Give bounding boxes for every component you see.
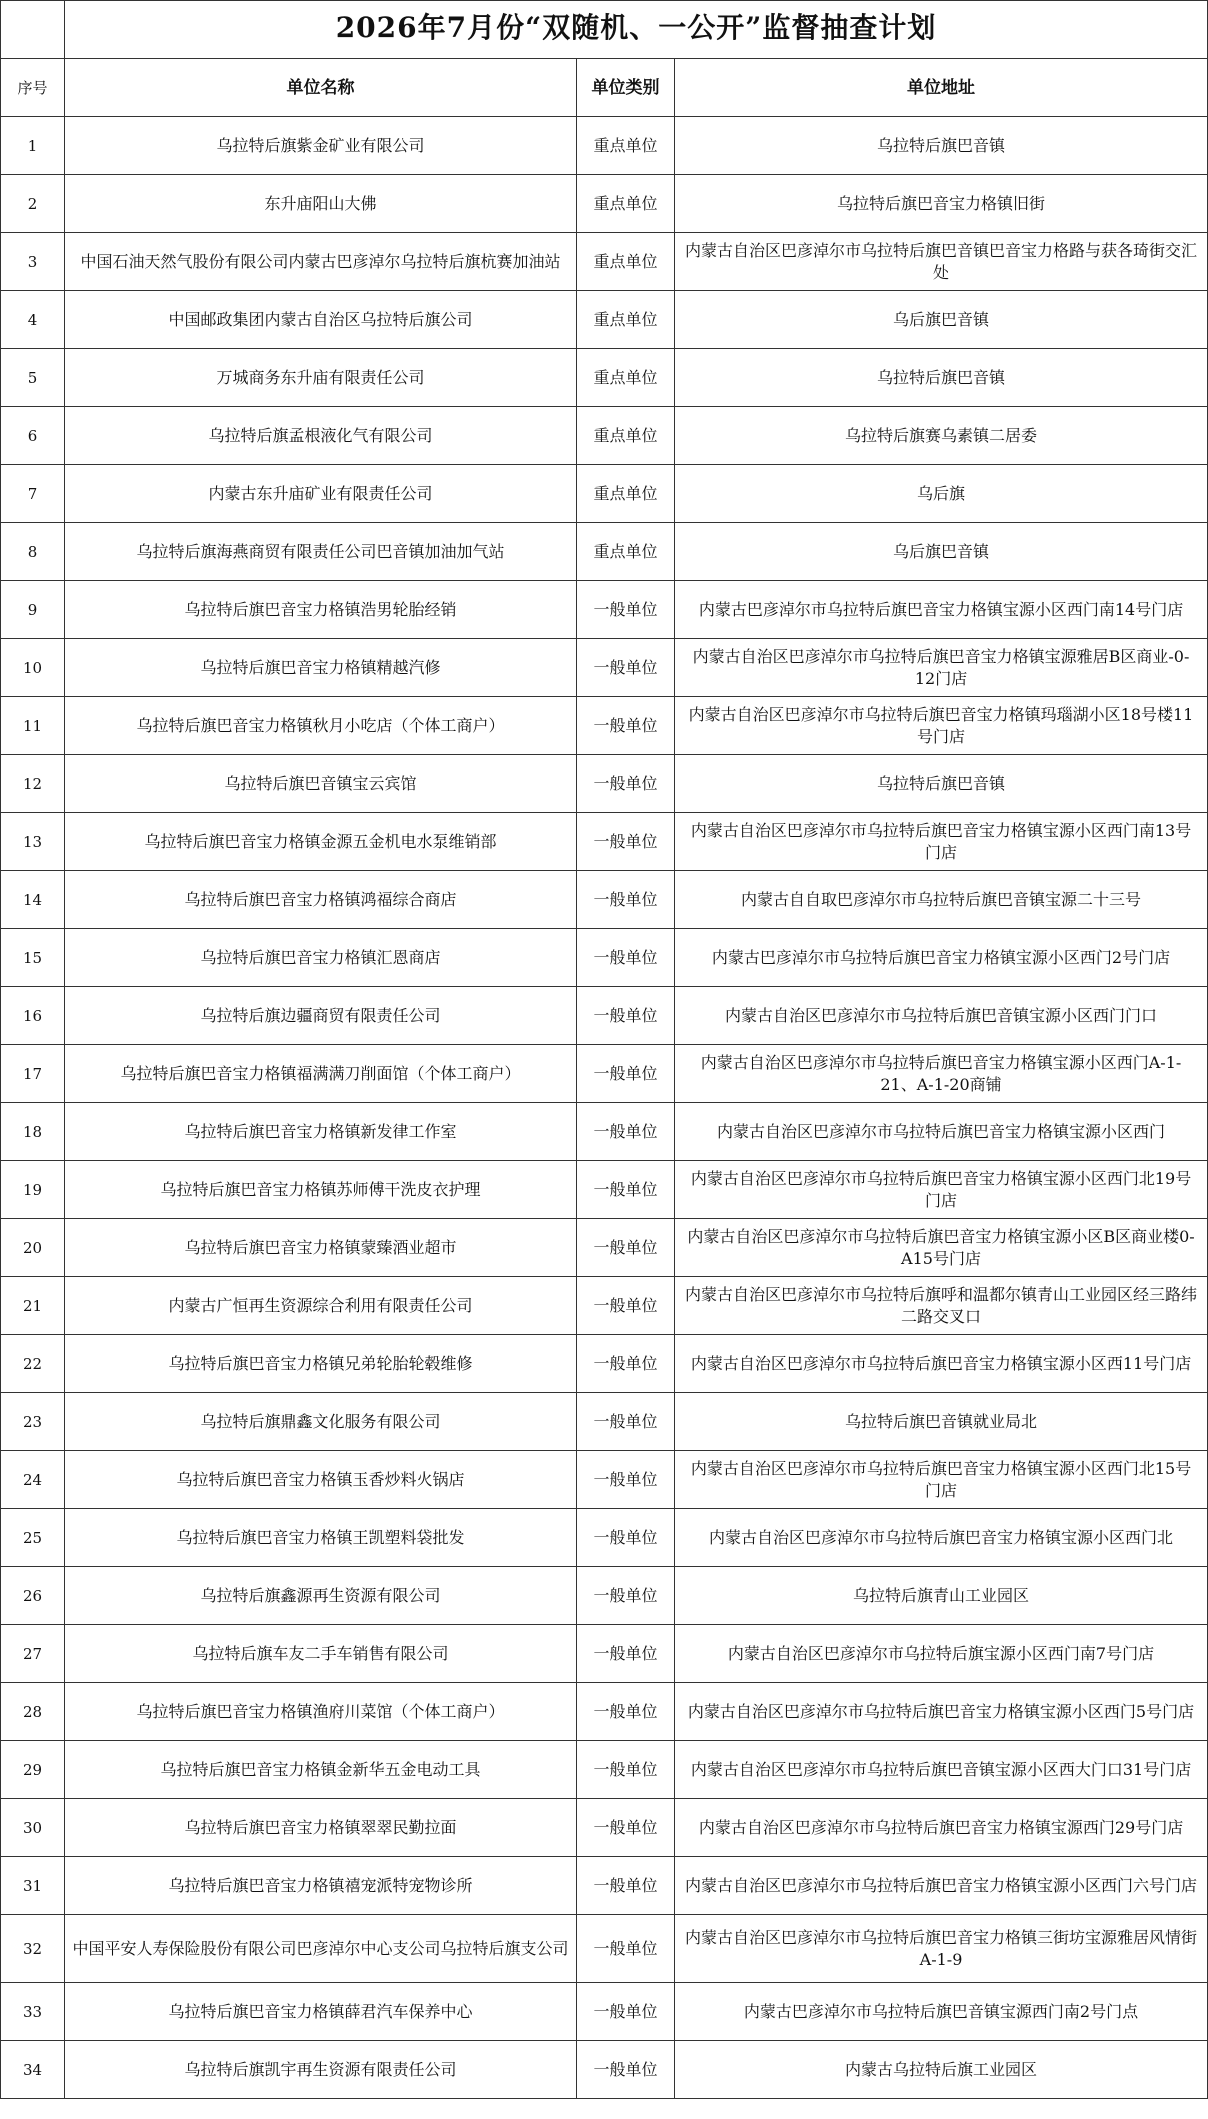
row-address-cell: 内蒙古自治区巴彦淖尔市乌拉特后旗巴音镇宝源小区西门门口 [675, 987, 1208, 1045]
row-address-cell: 乌拉特后旗巴音宝力格镇旧街 [675, 175, 1208, 233]
row-address-cell: 内蒙古自治区巴彦淖尔市乌拉特后旗巴音宝力格镇宝源小区B区商业楼0-A15号门店 [675, 1219, 1208, 1277]
row-address-cell: 内蒙古自治区巴彦淖尔市乌拉特后旗巴音宝力格镇宝源小区西门北 [675, 1509, 1208, 1567]
row-name-cell: 乌拉特后旗巴音宝力格镇禧宠派特宠物诊所 [65, 1857, 577, 1915]
row-no-cell: 15 [1, 929, 65, 987]
row-category-cell: 重点单位 [577, 291, 675, 349]
row-no-cell: 24 [1, 1451, 65, 1509]
table-row [1, 465, 1208, 523]
row-category-cell: 重点单位 [577, 523, 675, 581]
row-name-cell: 乌拉特后旗巴音宝力格镇新发律工作室 [65, 1103, 577, 1161]
row-category-cell: 一般单位 [577, 987, 675, 1045]
row-category-cell: 一般单位 [577, 755, 675, 813]
table-row [1, 1161, 1208, 1219]
row-name-cell: 乌拉特后旗巴音宝力格镇精越汽修 [65, 639, 577, 697]
row-category-cell: 一般单位 [577, 1335, 675, 1393]
row-category-cell: 一般单位 [577, 1857, 675, 1915]
row-address-cell: 内蒙古自治区巴彦淖尔市乌拉特后旗巴音宝力格镇宝源小区西11号门店 [675, 1335, 1208, 1393]
row-address-cell: 乌后旗 [675, 465, 1208, 523]
row-category-cell: 一般单位 [577, 639, 675, 697]
row-category-cell: 一般单位 [577, 1741, 675, 1799]
row-name-cell: 中国邮政集团内蒙古自治区乌拉特后旗公司 [65, 291, 577, 349]
table-row [1, 755, 1208, 813]
row-address-cell: 内蒙古自治区巴彦淖尔市乌拉特后旗巴音宝力格镇玛瑙湖小区18号楼11号门店 [675, 697, 1208, 755]
row-category-cell: 一般单位 [577, 1509, 675, 1567]
row-no-cell: 34 [1, 2041, 65, 2099]
row-address-cell: 乌拉特后旗赛乌素镇二居委 [675, 407, 1208, 465]
row-name-cell: 乌拉特后旗凯宇再生资源有限责任公司 [65, 2041, 577, 2099]
row-no-cell: 23 [1, 1393, 65, 1451]
row-address-cell: 内蒙古自治区巴彦淖尔市乌拉特后旗巴音宝力格镇宝源西门29号门店 [675, 1799, 1208, 1857]
row-address-cell: 内蒙古自治区巴彦淖尔市乌拉特后旗巴音镇宝源小区西大门口31号门店 [675, 1741, 1208, 1799]
table-row [1, 1219, 1208, 1277]
row-no-cell: 9 [1, 581, 65, 639]
title-corner-cell [1, 1, 65, 59]
row-category-cell: 一般单位 [577, 1915, 675, 1983]
table-row [1, 523, 1208, 581]
table-row [1, 1625, 1208, 1683]
table-row [1, 1335, 1208, 1393]
table-row [1, 1509, 1208, 1567]
row-name-cell: 乌拉特后旗车友二手车销售有限公司 [65, 1625, 577, 1683]
row-address-cell: 乌拉特后旗巴音镇 [675, 117, 1208, 175]
table-row [1, 291, 1208, 349]
table-row [1, 117, 1208, 175]
row-no-cell: 10 [1, 639, 65, 697]
row-address-cell: 乌拉特后旗青山工业园区 [675, 1567, 1208, 1625]
table-row [1, 581, 1208, 639]
table-row [1, 1857, 1208, 1915]
row-name-cell: 乌拉特后旗孟根液化气有限公司 [65, 407, 577, 465]
row-no-cell: 32 [1, 1915, 65, 1983]
row-no-cell: 20 [1, 1219, 65, 1277]
row-name-cell: 乌拉特后旗巴音宝力格镇蒙臻酒业超市 [65, 1219, 577, 1277]
row-address-cell: 乌拉特后旗巴音镇就业局北 [675, 1393, 1208, 1451]
row-name-cell: 乌拉特后旗巴音宝力格镇浩男轮胎经销 [65, 581, 577, 639]
row-address-cell: 内蒙古自治区巴彦淖尔市乌拉特后旗巴音宝力格镇宝源小区西门 [675, 1103, 1208, 1161]
row-no-cell: 27 [1, 1625, 65, 1683]
row-category-cell: 重点单位 [577, 349, 675, 407]
row-name-cell: 内蒙古东升庙矿业有限责任公司 [65, 465, 577, 523]
row-category-cell: 一般单位 [577, 871, 675, 929]
header-address: 单位地址 [675, 59, 1208, 117]
row-category-cell: 一般单位 [577, 1983, 675, 2041]
row-address-cell: 内蒙古自治区巴彦淖尔市乌拉特后旗巴音宝力格镇宝源小区西门六号门店 [675, 1857, 1208, 1915]
table-row [1, 1393, 1208, 1451]
row-address-cell: 内蒙古乌拉特后旗工业园区 [675, 2041, 1208, 2099]
row-address-cell: 内蒙古自治区巴彦淖尔市乌拉特后旗巴音宝力格镇宝源小区西门北15号门店 [675, 1451, 1208, 1509]
table-row [1, 407, 1208, 465]
row-category-cell: 一般单位 [577, 1219, 675, 1277]
row-address-cell: 内蒙古自治区巴彦淖尔市乌拉特后旗巴音宝力格镇宝源雅居B区商业-0-12门店 [675, 639, 1208, 697]
row-address-cell: 内蒙古巴彦淖尔市乌拉特后旗巴音宝力格镇宝源小区西门2号门店 [675, 929, 1208, 987]
row-address-cell: 乌后旗巴音镇 [675, 291, 1208, 349]
row-name-cell: 乌拉特后旗巴音宝力格镇兄弟轮胎轮毂维修 [65, 1335, 577, 1393]
row-no-cell: 30 [1, 1799, 65, 1857]
row-no-cell: 14 [1, 871, 65, 929]
row-category-cell: 一般单位 [577, 697, 675, 755]
row-category-cell: 一般单位 [577, 929, 675, 987]
row-no-cell: 22 [1, 1335, 65, 1393]
row-name-cell: 乌拉特后旗巴音宝力格镇苏师傅干洗皮衣护理 [65, 1161, 577, 1219]
header-no: 序号 [1, 59, 65, 117]
table-row [1, 987, 1208, 1045]
table-row [1, 1799, 1208, 1857]
row-name-cell: 乌拉特后旗紫金矿业有限公司 [65, 117, 577, 175]
title-row [1, 1, 1208, 59]
row-no-cell: 7 [1, 465, 65, 523]
row-no-cell: 28 [1, 1683, 65, 1741]
table-row [1, 871, 1208, 929]
row-category-cell: 一般单位 [577, 1799, 675, 1857]
row-name-cell: 乌拉特后旗巴音宝力格镇王凯塑料袋批发 [65, 1509, 577, 1567]
table-row [1, 1045, 1208, 1103]
table-row [1, 1567, 1208, 1625]
row-no-cell: 3 [1, 233, 65, 291]
table-row [1, 1983, 1208, 2041]
row-no-cell: 16 [1, 987, 65, 1045]
row-no-cell: 18 [1, 1103, 65, 1161]
row-no-cell: 31 [1, 1857, 65, 1915]
row-name-cell: 中国石油天然气股份有限公司内蒙古巴彦淖尔乌拉特后旗杭赛加油站 [65, 233, 577, 291]
row-name-cell: 乌拉特后旗巴音宝力格镇玉香炒料火锅店 [65, 1451, 577, 1509]
row-address-cell: 内蒙古自治区巴彦淖尔市乌拉特后旗巴音宝力格镇宝源小区西门A-1-21、A-1-20商铺 [675, 1045, 1208, 1103]
row-address-cell: 乌拉特后旗巴音镇 [675, 349, 1208, 407]
table-row [1, 1277, 1208, 1335]
row-no-cell: 8 [1, 523, 65, 581]
row-no-cell: 29 [1, 1741, 65, 1799]
row-name-cell: 乌拉特后旗鑫源再生资源有限公司 [65, 1567, 577, 1625]
row-no-cell: 26 [1, 1567, 65, 1625]
row-address-cell: 内蒙古自治区巴彦淖尔市乌拉特后旗巴音镇巴音宝力格路与获各琦街交汇处 [675, 233, 1208, 291]
row-address-cell: 乌拉特后旗巴音镇 [675, 755, 1208, 813]
table-row [1, 2041, 1208, 2099]
row-category-cell: 一般单位 [577, 1277, 675, 1335]
row-address-cell: 内蒙古自治区巴彦淖尔市乌拉特后旗巴音宝力格镇宝源小区西门5号门店 [675, 1683, 1208, 1741]
row-no-cell: 25 [1, 1509, 65, 1567]
table-row [1, 813, 1208, 871]
row-category-cell: 一般单位 [577, 1683, 675, 1741]
row-name-cell: 中国平安人寿保险股份有限公司巴彦淖尔中心支公司乌拉特后旗支公司 [65, 1915, 577, 1983]
table-row [1, 1915, 1208, 1983]
row-name-cell: 乌拉特后旗巴音宝力格镇汇恩商店 [65, 929, 577, 987]
row-category-cell: 重点单位 [577, 175, 675, 233]
row-address-cell: 内蒙古巴彦淖尔市乌拉特后旗巴音宝力格镇宝源小区西门南14号门店 [675, 581, 1208, 639]
row-address-cell: 内蒙古自自取巴彦淖尔市乌拉特后旗巴音镇宝源二十三号 [675, 871, 1208, 929]
row-name-cell: 乌拉特后旗边疆商贸有限责任公司 [65, 987, 577, 1045]
row-address-cell: 内蒙古自治区巴彦淖尔市乌拉特后旗巴音宝力格镇宝源小区西门南13号门店 [675, 813, 1208, 871]
row-category-cell: 一般单位 [577, 581, 675, 639]
table-row [1, 175, 1208, 233]
table-row [1, 639, 1208, 697]
row-category-cell: 一般单位 [577, 1625, 675, 1683]
row-no-cell: 11 [1, 697, 65, 755]
row-no-cell: 4 [1, 291, 65, 349]
row-address-cell: 内蒙古自治区巴彦淖尔市乌拉特后旗巴音宝力格镇宝源小区西门北19号门店 [675, 1161, 1208, 1219]
row-no-cell: 13 [1, 813, 65, 871]
row-category-cell: 重点单位 [577, 117, 675, 175]
row-name-cell: 乌拉特后旗巴音宝力格镇薛君汽车保养中心 [65, 1983, 577, 2041]
row-category-cell: 重点单位 [577, 233, 675, 291]
row-address-cell: 内蒙古自治区巴彦淖尔市乌拉特后旗宝源小区西门南7号门店 [675, 1625, 1208, 1683]
header-category: 单位类别 [577, 59, 675, 117]
row-name-cell: 万城商务东升庙有限责任公司 [65, 349, 577, 407]
row-no-cell: 12 [1, 755, 65, 813]
row-name-cell: 乌拉特后旗巴音宝力格镇翠翠民勤拉面 [65, 1799, 577, 1857]
table-row [1, 349, 1208, 407]
row-no-cell: 5 [1, 349, 65, 407]
row-name-cell: 乌拉特后旗巴音镇宝云宾馆 [65, 755, 577, 813]
row-category-cell: 一般单位 [577, 813, 675, 871]
row-category-cell: 重点单位 [577, 407, 675, 465]
row-category-cell: 一般单位 [577, 1045, 675, 1103]
row-category-cell: 一般单位 [577, 2041, 675, 2099]
row-category-cell: 一般单位 [577, 1161, 675, 1219]
row-address-cell: 内蒙古巴彦淖尔市乌拉特后旗巴音镇宝源西门南2号门点 [675, 1983, 1208, 2041]
row-name-cell: 乌拉特后旗巴音宝力格镇秋月小吃店（个体工商户） [65, 697, 577, 755]
table-row [1, 1451, 1208, 1509]
row-name-cell: 乌拉特后旗巴音宝力格镇金源五金机电水泵维销部 [65, 813, 577, 871]
row-name-cell: 乌拉特后旗鼎鑫文化服务有限公司 [65, 1393, 577, 1451]
row-no-cell: 2 [1, 175, 65, 233]
row-no-cell: 21 [1, 1277, 65, 1335]
row-category-cell: 一般单位 [577, 1393, 675, 1451]
row-name-cell: 乌拉特后旗巴音宝力格镇福满满刀削面馆（个体工商户） [65, 1045, 577, 1103]
row-no-cell: 33 [1, 1983, 65, 2041]
row-address-cell: 内蒙古自治区巴彦淖尔市乌拉特后旗呼和温都尔镇青山工业园区经三路纬二路交叉口 [675, 1277, 1208, 1335]
row-name-cell: 乌拉特后旗巴音宝力格镇渔府川菜馆（个体工商户） [65, 1683, 577, 1741]
header-row [1, 59, 1208, 117]
row-no-cell: 17 [1, 1045, 65, 1103]
table-row [1, 1103, 1208, 1161]
row-name-cell: 乌拉特后旗海燕商贸有限责任公司巴音镇加油加气站 [65, 523, 577, 581]
table-row [1, 697, 1208, 755]
table-row [1, 929, 1208, 987]
row-category-cell: 一般单位 [577, 1451, 675, 1509]
row-category-cell: 一般单位 [577, 1103, 675, 1161]
row-name-cell: 内蒙古广恒再生资源综合利用有限责任公司 [65, 1277, 577, 1335]
title-cell [65, 1, 1208, 59]
table-row [1, 1683, 1208, 1741]
row-address-cell: 乌后旗巴音镇 [675, 523, 1208, 581]
row-name-cell: 东升庙阳山大佛 [65, 175, 577, 233]
row-no-cell: 19 [1, 1161, 65, 1219]
page-title: 2026年7月份“双随机、一公开”监督抽查计划 [335, 10, 937, 44]
row-name-cell: 乌拉特后旗巴音宝力格镇鸿福综合商店 [65, 871, 577, 929]
table-row [1, 1741, 1208, 1799]
row-category-cell: 一般单位 [577, 1567, 675, 1625]
row-address-cell: 内蒙古自治区巴彦淖尔市乌拉特后旗巴音宝力格镇三街坊宝源雅居风情街A-1-9 [675, 1915, 1208, 1983]
row-no-cell: 1 [1, 117, 65, 175]
table-row [1, 233, 1208, 291]
row-name-cell: 乌拉特后旗巴音宝力格镇金新华五金电动工具 [65, 1741, 577, 1799]
row-no-cell: 6 [1, 407, 65, 465]
row-category-cell: 重点单位 [577, 465, 675, 523]
header-name: 单位名称 [65, 59, 577, 117]
